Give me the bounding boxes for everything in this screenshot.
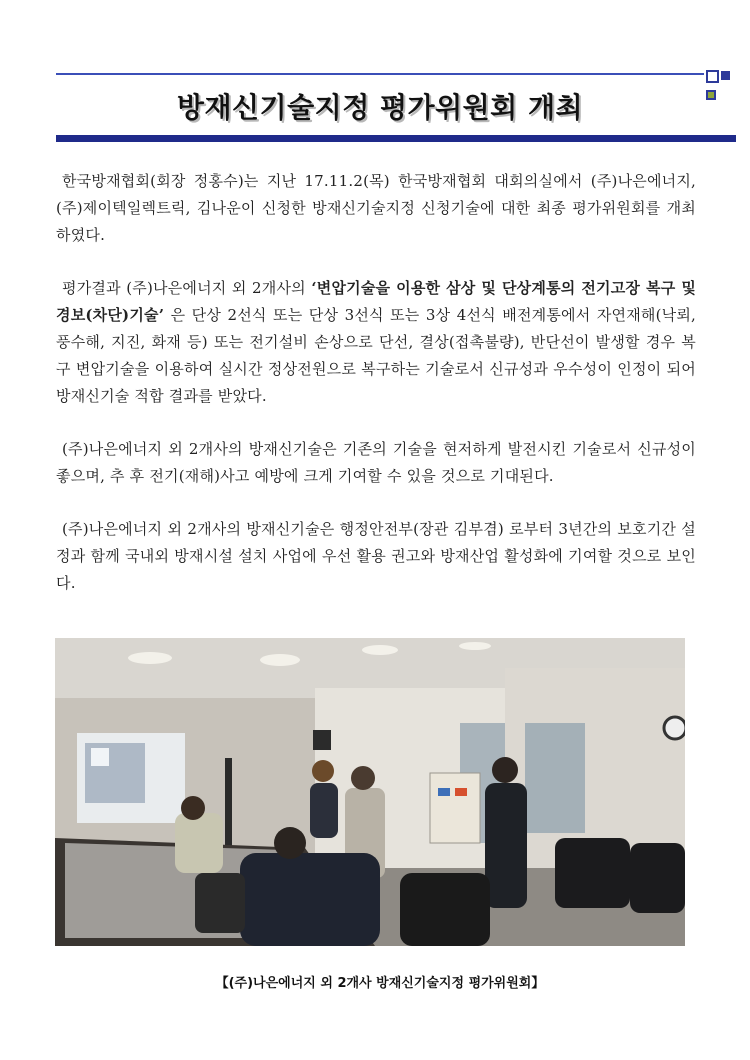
paragraph-2-lead: 평가결과 (주)나은에너지 외 2개사의 <box>62 279 312 297</box>
decor-square-filled <box>721 71 730 80</box>
decor-square-green <box>706 90 716 100</box>
article-body <box>56 168 696 623</box>
paragraph-1: 한국방재협회(회장 정홍수)는 지난 17.11.2(목) 한국방재협회 대회의실에서 (주)나은에너지, (주)제이텍일렉트릭, 김나운이 신청한 방재신기술지정 신청기술에 대한 최종 평가위원회를 개최하였다. <box>56 172 696 244</box>
title-underbar <box>56 135 736 142</box>
paragraph-2 <box>56 275 696 410</box>
technology-name: ‘변압기술을 이용한 삼상 및 단상계통의 전기고장 복구 및 경보(차단)기술’ <box>56 279 697 324</box>
decor-square-outline <box>706 70 719 83</box>
photo-caption: 【(주)나은에너지 외 2개사 방재신기술지정 평가위원회】 <box>215 976 545 991</box>
paragraph-2-rest: 은 단상 2선식 또는 단상 3선식 또는 3상 4선식 배전계통에서 자연재해(낙뢰, 풍수해, 지진, 화재 등) 또는 전기설비 손상으로 단선, 결상(접촉불량), 반단선이 발생할 경우 복구 변압기술을 이용하여 실시간 정상전원으로 복구하는 기술로서 신규성과 우수성이 인정이 되어 방재신기술 적합 결과를 받았다. <box>56 306 696 405</box>
paragraph-3: (주)나은에너지 외 2개사의 방재신기술은 기존의 기술을 현저하게 발전시킨 기술로서 신규성이 좋으며, 추 후 전기(재해)사고 예방에 크게 기여할 수 있을 것으로 기대된다. <box>56 440 696 485</box>
header-rule <box>56 73 704 75</box>
paragraph-4: (주)나은에너지 외 2개사의 방재신기술은 행정안전부(장관 김부겸) 로부터 3년간의 보호기간 설정과 함께 국내외 방재시설 설치 사업에 우선 활용 권고와 방재산업 활성화에 기여할 것으로 보인다. <box>56 520 696 592</box>
page-title: 방재신기술지정 평가위원회 개최 <box>176 91 584 124</box>
meeting-photo-illustration <box>55 638 685 946</box>
meeting-photo <box>55 638 685 946</box>
